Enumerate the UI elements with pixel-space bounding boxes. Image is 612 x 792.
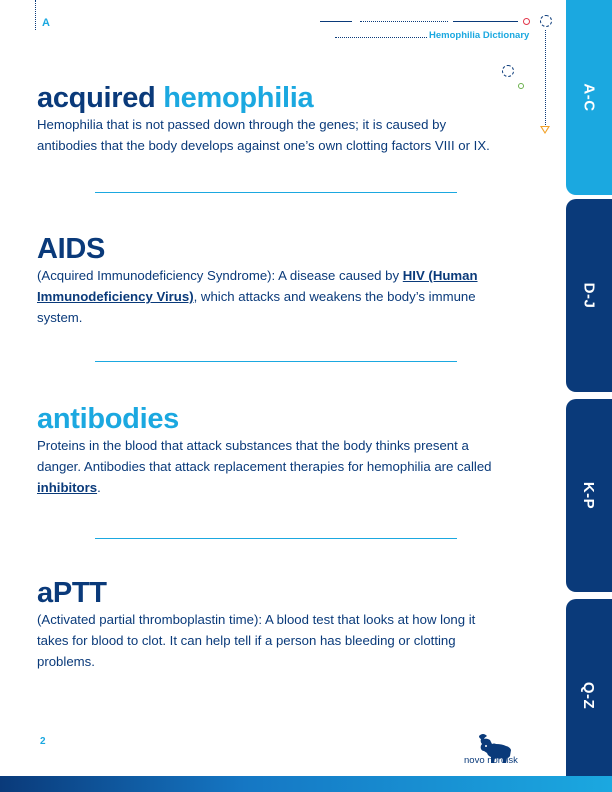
section-letter: A xyxy=(42,17,50,29)
header-rule-1 xyxy=(320,21,352,22)
entry-definition: (Activated partial thromboplastin time): A blood test that looks at how long it takes for blood to clot. It can help tell if a person has bleeding or clotting problems. xyxy=(37,612,476,669)
entry-term: AIDS xyxy=(37,233,106,265)
page-number: 2 xyxy=(40,736,46,747)
dashed-circle-icon xyxy=(502,65,514,77)
hiv-link[interactable]: HIV (Human Immunodeficiency Virus) xyxy=(37,268,478,304)
entry-definition xyxy=(37,265,507,328)
tab-d-j[interactable] xyxy=(566,199,612,392)
tab-label: A-C xyxy=(580,83,598,112)
entry-aids xyxy=(37,233,507,328)
entry-divider xyxy=(95,538,457,539)
entry-definition: Hemophilia that is not passed down through the genes; it is caused by antibodies that the body develops against one’s own clotting factors VIII or IX. xyxy=(37,117,490,153)
inhibitors-link[interactable]: inhibitors xyxy=(37,480,98,495)
entry-acquired-hemophilia xyxy=(37,82,507,156)
definition-text: , which attacks and weakens the body’s immune system. xyxy=(37,289,476,325)
entry-antibodies xyxy=(37,403,507,498)
bottom-color-bar xyxy=(0,776,612,792)
tab-q-z[interactable] xyxy=(566,599,612,792)
left-dotted-rule xyxy=(35,0,36,30)
bull-logo-icon xyxy=(459,732,539,776)
tab-k-p[interactable] xyxy=(566,399,612,592)
entry-divider xyxy=(95,192,457,193)
brand-name: novo nordisk xyxy=(464,755,518,766)
definition-text: (Acquired Immunodeficiency Syndrome): A disease caused by xyxy=(37,268,403,283)
triangle-marker-inner xyxy=(542,127,548,132)
header-rule-2 xyxy=(453,21,518,22)
tab-label: Q-Z xyxy=(580,681,598,710)
entry-term: antibodies xyxy=(37,403,180,435)
entry-definition xyxy=(37,435,507,498)
red-ring-icon xyxy=(523,18,530,25)
green-ring-icon xyxy=(518,83,524,89)
dashed-circle-icon xyxy=(540,15,552,27)
entry-aptt xyxy=(37,577,507,672)
entry-term xyxy=(37,82,507,114)
tab-label: K-P xyxy=(580,481,598,510)
tab-label: D-J xyxy=(580,282,598,309)
entry-divider xyxy=(95,361,457,362)
term-part-2: hemophilia xyxy=(163,82,314,114)
definition-text: . xyxy=(97,480,101,495)
dictionary-title: Hemophilia Dictionary xyxy=(429,30,530,41)
term-part-1: acquired xyxy=(37,82,164,114)
definition-text: Proteins in the blood that attack substances that the body thinks present a danger. Antibodies that attack replacement therapies for hemophilia are called xyxy=(37,438,492,474)
vertical-dotted-rule xyxy=(545,30,546,125)
entry-term: aPTT xyxy=(37,577,107,609)
header-dotted-rule-2 xyxy=(335,37,427,38)
header-dotted-rule-1 xyxy=(360,21,448,22)
tab-a-c[interactable] xyxy=(566,0,612,195)
